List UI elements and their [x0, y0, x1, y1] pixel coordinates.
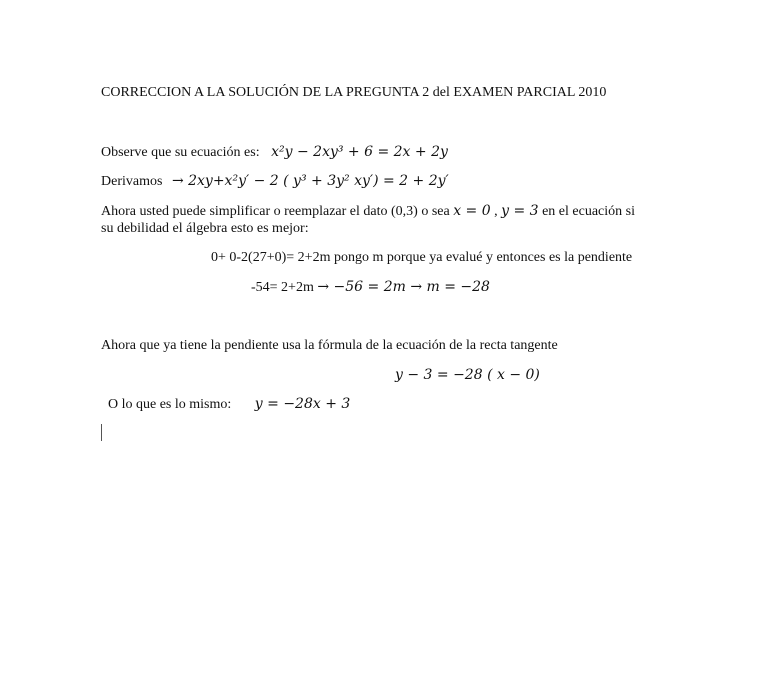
ahora-line-2: su debilidad el álgebra esto es mejor:	[101, 221, 309, 236]
ahora-pendiente-line: Ahora que ya tiene la pendiente usa la fórmula de la ecuación de la recta tangente	[101, 338, 558, 353]
derivamos-text: Derivamos	[101, 174, 163, 189]
step-1-line: 0+ 0-2(27+0)= 2+2m pongo m porque ya evalué y entonces es la pendiente	[211, 250, 633, 265]
ahora-text-1: Ahora usted puede simplificar o reemplazar el dato (0,3) o sea	[101, 204, 454, 219]
tangent-equation-math: y − 3 = −28 ( x − 0)	[395, 367, 540, 383]
x-value-math: x = 0	[453, 203, 491, 219]
observe-line	[101, 143, 448, 162]
final-line	[108, 395, 350, 414]
y-value-math: y = 3	[501, 203, 539, 219]
derivative-math: → 2xy+x²y′ − 2 ( y³ + 3y² xy′) = 2 + 2y′	[171, 173, 449, 189]
observe-text: Observe que su ecuación es:	[101, 145, 260, 160]
ahora-line-1	[101, 202, 635, 221]
text-cursor	[101, 424, 102, 441]
final-equation-math: y = −28x + 3	[254, 396, 351, 412]
document-title: CORRECCION A LA SOLUCIÓN DE LA PREGUNTA 2 del EXAMEN PARCIAL 2010	[101, 85, 607, 100]
final-text: O lo que es lo mismo:	[108, 397, 232, 412]
ahora-text-3: en el ecuación si	[538, 204, 635, 219]
slope-math: → −56 = 2m → m = −28	[317, 279, 490, 295]
equation-math: x²y − 2xy³ + 6 = 2x + 2y	[271, 144, 448, 160]
step-2-line	[251, 278, 490, 297]
ahora-text-2: ,	[490, 204, 502, 219]
derivamos-line	[101, 172, 449, 191]
step-2-text: -54= 2+2m	[251, 280, 314, 295]
